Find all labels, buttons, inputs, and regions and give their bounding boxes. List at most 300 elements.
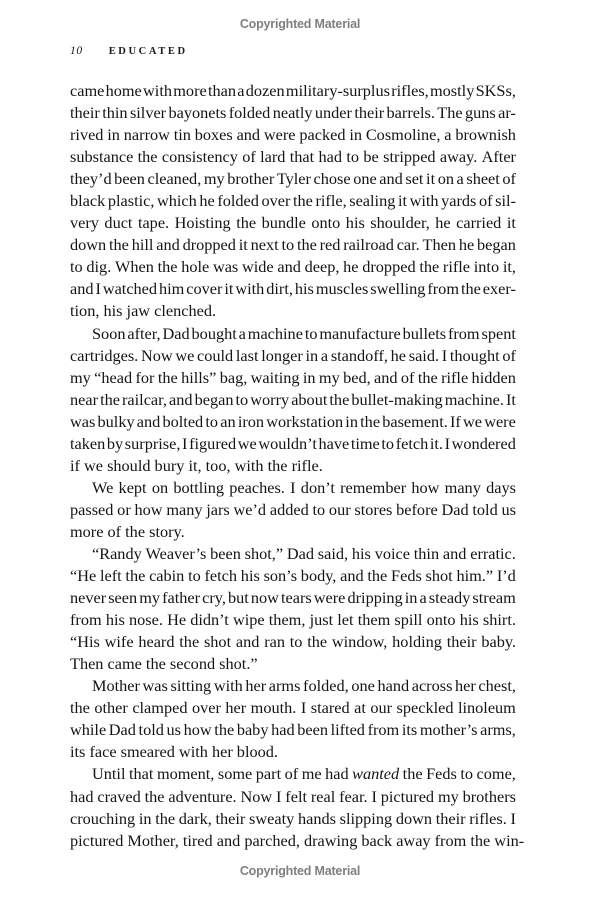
text-word: the [137, 147, 158, 167]
text-word: was [142, 676, 168, 696]
text-word: on [151, 477, 169, 497]
text-word: hand [377, 676, 410, 696]
text-word: at [354, 698, 366, 718]
text-word: narrow [123, 125, 170, 145]
text-word: folded, [303, 676, 349, 696]
text-word: now [250, 588, 279, 608]
text-word: never [70, 588, 107, 608]
text-word: had [318, 147, 343, 167]
text-word: bullet-making [351, 389, 443, 409]
text-word: near [70, 389, 99, 409]
text-word: their [215, 808, 246, 828]
text-word: Tyler [276, 169, 311, 189]
text-word: in [305, 345, 319, 365]
text-word: steady [428, 588, 471, 608]
text-word: erratic. [470, 543, 516, 563]
text-word: be [363, 147, 379, 167]
text-line: Then came the second shot.” [70, 654, 258, 674]
text-word: and [169, 389, 193, 409]
page-number: 10 [70, 45, 83, 57]
text-word: from [70, 610, 102, 630]
text-word: adventure. [168, 786, 237, 806]
text-word: bullets [402, 323, 447, 343]
text-word: he [390, 345, 407, 365]
text-word: black [70, 191, 106, 211]
text-word: hill [131, 235, 154, 255]
text-word: my [437, 786, 459, 806]
text-word: that [129, 764, 154, 784]
text-word: to [304, 323, 318, 343]
text-word: in [302, 367, 316, 387]
text-word: an [220, 411, 236, 431]
text-word: the [417, 367, 438, 387]
text-word: while [70, 720, 107, 740]
text-word: red [319, 235, 341, 255]
text-word: Dad [162, 323, 190, 343]
text-word: their [70, 103, 100, 123]
text-word: kept [118, 477, 147, 497]
text-word: swelling [370, 279, 426, 299]
text-word: speckled [396, 698, 454, 718]
text-word: her [245, 676, 267, 696]
text-line [70, 389, 516, 411]
text-word: cover [186, 279, 223, 299]
text-word: Until [92, 764, 126, 784]
text-word: craved [97, 786, 141, 806]
text-word: plastic, [107, 191, 155, 211]
text-word: linoleum [457, 698, 516, 718]
text-word: he [458, 235, 475, 255]
text-word: tape. [137, 213, 170, 233]
text-word: the [155, 808, 176, 828]
text-word: of [502, 345, 516, 365]
text-word: were [263, 125, 296, 145]
text-word: If [449, 411, 461, 431]
text-word: rifles, [391, 81, 429, 100]
text-word: it [238, 235, 248, 255]
text-word: of [502, 169, 516, 189]
running-head-title: EDUCATED [108, 46, 188, 57]
text-word: deep, [304, 257, 340, 277]
text-word: thought [449, 345, 500, 365]
text-line [70, 190, 516, 212]
text-word: which [157, 191, 197, 211]
text-word: The [437, 103, 463, 123]
text-word: he [435, 213, 451, 233]
text-word: that [289, 147, 315, 167]
text-word: to [289, 632, 303, 652]
text-word: and [277, 257, 301, 277]
text-word: thin [102, 103, 128, 123]
text-word: shirt. [482, 610, 516, 630]
text-word: crouching [70, 808, 136, 828]
text-word: the [293, 191, 313, 211]
text-word: shoulder, [370, 213, 430, 233]
text-word: rifle, [315, 191, 347, 211]
text-line [70, 168, 516, 190]
text-word: “Randy [92, 543, 142, 563]
text-word: under [314, 103, 352, 123]
text-word: basement. [382, 411, 448, 431]
text-word: the [70, 698, 90, 718]
text-word: standoff, [330, 345, 388, 365]
text-word: last [235, 345, 259, 365]
text-word: ran [264, 632, 285, 652]
text-word: machine [247, 323, 303, 343]
text-word: onto [426, 610, 456, 630]
text-word: I [290, 477, 296, 497]
text-line: if we should bury it, too, with the rifle. [70, 455, 323, 475]
text-word: iron [237, 411, 265, 431]
text-word: wide [242, 257, 274, 277]
text-word: figured [189, 433, 237, 453]
text-word: a [456, 169, 464, 189]
text-word: was [70, 411, 96, 431]
text-word: rifles. [469, 808, 507, 828]
text-word: the [179, 632, 200, 652]
text-line [70, 146, 516, 168]
text-word: it [224, 279, 234, 299]
text-word: how [411, 477, 440, 497]
text-word: his [105, 610, 125, 630]
copyright-watermark-bottom: Copyrighted Material [239, 864, 361, 878]
text-word: cabin [149, 566, 185, 586]
text-word: felt [285, 786, 307, 806]
text-word: Dad [108, 720, 136, 740]
text-word: Mother [92, 676, 140, 696]
text-word: I [276, 786, 282, 806]
text-word: cleaned, [147, 169, 202, 189]
text-word: didn’t [190, 610, 229, 630]
text-word: and [340, 566, 364, 586]
text-line [70, 212, 516, 234]
text-word: sil- [495, 191, 516, 211]
text-word: Feds [426, 764, 457, 784]
text-word: bed, [343, 367, 371, 387]
text-word: him [159, 279, 185, 299]
text-word: with [143, 81, 172, 100]
text-word: very [70, 213, 99, 233]
text-word: hidden [471, 367, 516, 387]
text-word: brownish [455, 125, 516, 145]
text-word: before [396, 499, 438, 519]
text-word: of [478, 191, 493, 211]
text-word: rifle [442, 257, 471, 277]
text-word: the [109, 235, 129, 255]
text-word: rifle [441, 367, 469, 387]
text-word: chose [313, 169, 351, 189]
text-word: began [194, 389, 234, 409]
text-word: and [235, 632, 260, 652]
text-word: sheet [466, 169, 500, 189]
text-word: of [400, 367, 415, 387]
text-word: a [419, 588, 427, 608]
text-word: seen [108, 588, 138, 608]
text-word: his [294, 279, 314, 299]
text-word: bundle [261, 213, 306, 233]
text-word: to [460, 764, 474, 784]
text-line [70, 719, 516, 741]
text-word: could [197, 345, 234, 365]
text-line [70, 80, 516, 102]
text-word: his [459, 610, 479, 630]
text-word: hills” [181, 367, 217, 387]
text-word: told [472, 499, 498, 519]
text-word: the [157, 367, 178, 387]
text-word: the [402, 764, 423, 784]
text-word: I [510, 808, 516, 828]
text-word: nose. [128, 610, 163, 630]
text-word: one [353, 169, 377, 189]
text-word: his [351, 543, 371, 563]
text-word: let [337, 610, 354, 630]
text-word: us [501, 499, 516, 519]
text-word: railroad [343, 235, 394, 255]
text-word: set [405, 169, 424, 189]
text-word: them [357, 610, 391, 630]
text-word: the [307, 632, 328, 652]
text-word: the [214, 720, 235, 740]
text-line [70, 477, 516, 499]
text-word: been [297, 720, 328, 740]
text-word: we’d [233, 499, 267, 519]
text-word: my [203, 169, 225, 189]
text-word: the [157, 257, 178, 277]
text-word: jars [206, 499, 230, 519]
text-word: or [117, 499, 131, 519]
text-word: wondered [451, 433, 516, 453]
text-word: shot [203, 632, 232, 652]
text-word: boxes [194, 125, 233, 145]
text-word: I [371, 786, 377, 806]
text-word: my [139, 588, 161, 608]
text-word: I [300, 698, 307, 718]
text-word: the [367, 566, 388, 586]
text-word: “His [70, 632, 100, 652]
text-word: window, [331, 632, 388, 652]
text-word: Weaver’s [145, 543, 207, 563]
text-line [70, 345, 516, 367]
text-word: holding [392, 632, 442, 652]
text-word: sweaty [249, 808, 295, 828]
text-word: passed [70, 499, 114, 519]
text-word: in [404, 588, 418, 608]
text-word: hands [297, 808, 336, 828]
text-word: I [182, 433, 188, 453]
text-word: peaches. [229, 477, 285, 497]
text-word: remember [340, 477, 407, 497]
text-word: moment, [156, 764, 215, 784]
text-word: silver [129, 103, 167, 123]
text-word: Cosmoline, [365, 125, 441, 145]
text-word: surprise, [124, 433, 181, 453]
text-word: next [250, 235, 279, 255]
text-word: wouldn’t [258, 433, 317, 453]
text-word: and [442, 543, 467, 563]
text-word: time [350, 433, 380, 453]
text-word: we [463, 411, 482, 431]
text-word: by [106, 433, 124, 453]
text-word: He [167, 610, 187, 630]
text-word: son’s [263, 566, 298, 586]
text-word: lifted [330, 720, 365, 740]
text-word: to [205, 411, 219, 431]
text-word: came [70, 81, 105, 100]
text-line [70, 256, 516, 278]
text-line [70, 102, 516, 124]
text-word: When [115, 257, 154, 277]
text-word: exer- [482, 279, 516, 299]
body-text [70, 80, 525, 852]
text-word: voice [374, 543, 410, 563]
text-word: spent [481, 323, 516, 343]
text-word: said. [408, 345, 440, 365]
text-word: mouth. [250, 698, 297, 718]
text-word: Then [422, 235, 456, 255]
text-word: to [312, 499, 326, 519]
text-word: arms [268, 676, 301, 696]
text-line: more of the story. [70, 521, 185, 541]
text-word: thin [413, 543, 440, 563]
text-line [70, 631, 516, 653]
text-word: but [228, 588, 249, 608]
text-line [70, 609, 516, 631]
text-word: stared [310, 698, 350, 718]
text-word: how [134, 499, 163, 519]
text-word: it, [502, 257, 516, 277]
text-word: carried [456, 213, 502, 233]
text-word: wipe [232, 610, 265, 630]
text-word: father [162, 588, 201, 608]
text-word: hole [181, 257, 210, 277]
text-word: dozen [245, 81, 285, 100]
text-word: I’d [496, 566, 516, 586]
text-word: and [236, 125, 261, 145]
text-line: pictured Mother, tired and parched, drawing back away from the win- [70, 830, 525, 850]
text-word: wife [104, 632, 134, 652]
text-word: and [136, 411, 161, 431]
text-word: dripping [347, 588, 403, 608]
text-line: tion, his jaw clenched. [70, 301, 217, 321]
text-word: their [435, 808, 466, 828]
text-word: bought [191, 323, 237, 343]
text-word: on [437, 169, 454, 189]
text-word: its [401, 720, 418, 740]
text-word: I [444, 433, 451, 453]
text-word: in [345, 411, 358, 431]
text-word: in [349, 125, 362, 145]
text-line [70, 367, 516, 389]
text-word: their [354, 103, 385, 123]
text-word: dig. [86, 257, 112, 277]
text-word: to [70, 257, 83, 277]
text-word: they’d [70, 169, 112, 189]
text-word: yards [441, 191, 477, 211]
text-word: mother’s [419, 720, 478, 740]
text-word: the [100, 389, 120, 409]
text-word: I [95, 279, 101, 299]
text-word: his [240, 566, 260, 586]
running-head [70, 45, 530, 61]
text-word: It [506, 389, 516, 409]
text-word: her [225, 698, 247, 718]
text-word: shot [425, 566, 453, 586]
text-line [70, 323, 516, 345]
text-word: with [409, 191, 439, 211]
text-word: fear. [339, 786, 368, 806]
text-word: brother [227, 169, 275, 189]
text-word: to [188, 566, 201, 586]
text-word: bag, [219, 367, 248, 387]
text-word: for [135, 367, 155, 387]
text-word: one [351, 676, 375, 696]
text-word: with [235, 279, 265, 299]
text-word: into [473, 257, 500, 277]
text-word: from [427, 279, 459, 299]
text-word: the [460, 279, 481, 299]
text-word: car. [396, 235, 420, 255]
text-word: them, [268, 610, 306, 630]
text-word: in [107, 125, 120, 145]
text-word: than [207, 81, 237, 100]
text-word: folded [217, 191, 259, 211]
text-word: the [419, 257, 440, 277]
text-word: to [381, 433, 395, 453]
text-word: packed [299, 125, 346, 145]
text-word: dark, [178, 808, 212, 828]
text-word: bottling [173, 477, 225, 497]
text-word: substance [70, 147, 134, 167]
text-word: my [70, 367, 91, 387]
text-word: over [191, 698, 221, 718]
text-word: mostly [430, 81, 475, 100]
text-word: the [236, 213, 257, 233]
text-word: and [379, 169, 403, 189]
text-word: us [166, 720, 181, 740]
text-word: baby [236, 720, 269, 740]
text-word: home [105, 81, 142, 100]
text-word: I [441, 345, 448, 365]
text-word: and [156, 235, 180, 255]
text-word: ar- [498, 103, 516, 123]
text-word: rived [70, 125, 104, 145]
text-word: guns [464, 103, 496, 123]
text-line [70, 433, 516, 455]
text-word: the [329, 389, 350, 409]
text-word: dirt, [266, 279, 293, 299]
text-word: my [318, 367, 340, 387]
text-line [70, 499, 516, 521]
text-word: the [360, 411, 381, 431]
text-line [70, 543, 516, 565]
text-word: “head [94, 367, 133, 387]
text-word: left [99, 566, 122, 586]
text-word: Soon [92, 323, 126, 343]
text-word: and [70, 279, 94, 299]
text-word: him.” [456, 566, 494, 586]
text-word: SKSs, [475, 81, 516, 100]
text-word: from [447, 323, 480, 343]
text-word: after, [127, 323, 161, 343]
text-word: barrels. [386, 103, 435, 123]
text-word: consistency [161, 147, 238, 167]
copyright-watermark-top: Copyrighted Material [239, 17, 361, 31]
text-word: tin [173, 125, 191, 145]
text-word: the [144, 786, 165, 806]
text-word: been [114, 169, 145, 189]
text-word: onto [311, 213, 341, 233]
text-word: machine. [444, 389, 504, 409]
